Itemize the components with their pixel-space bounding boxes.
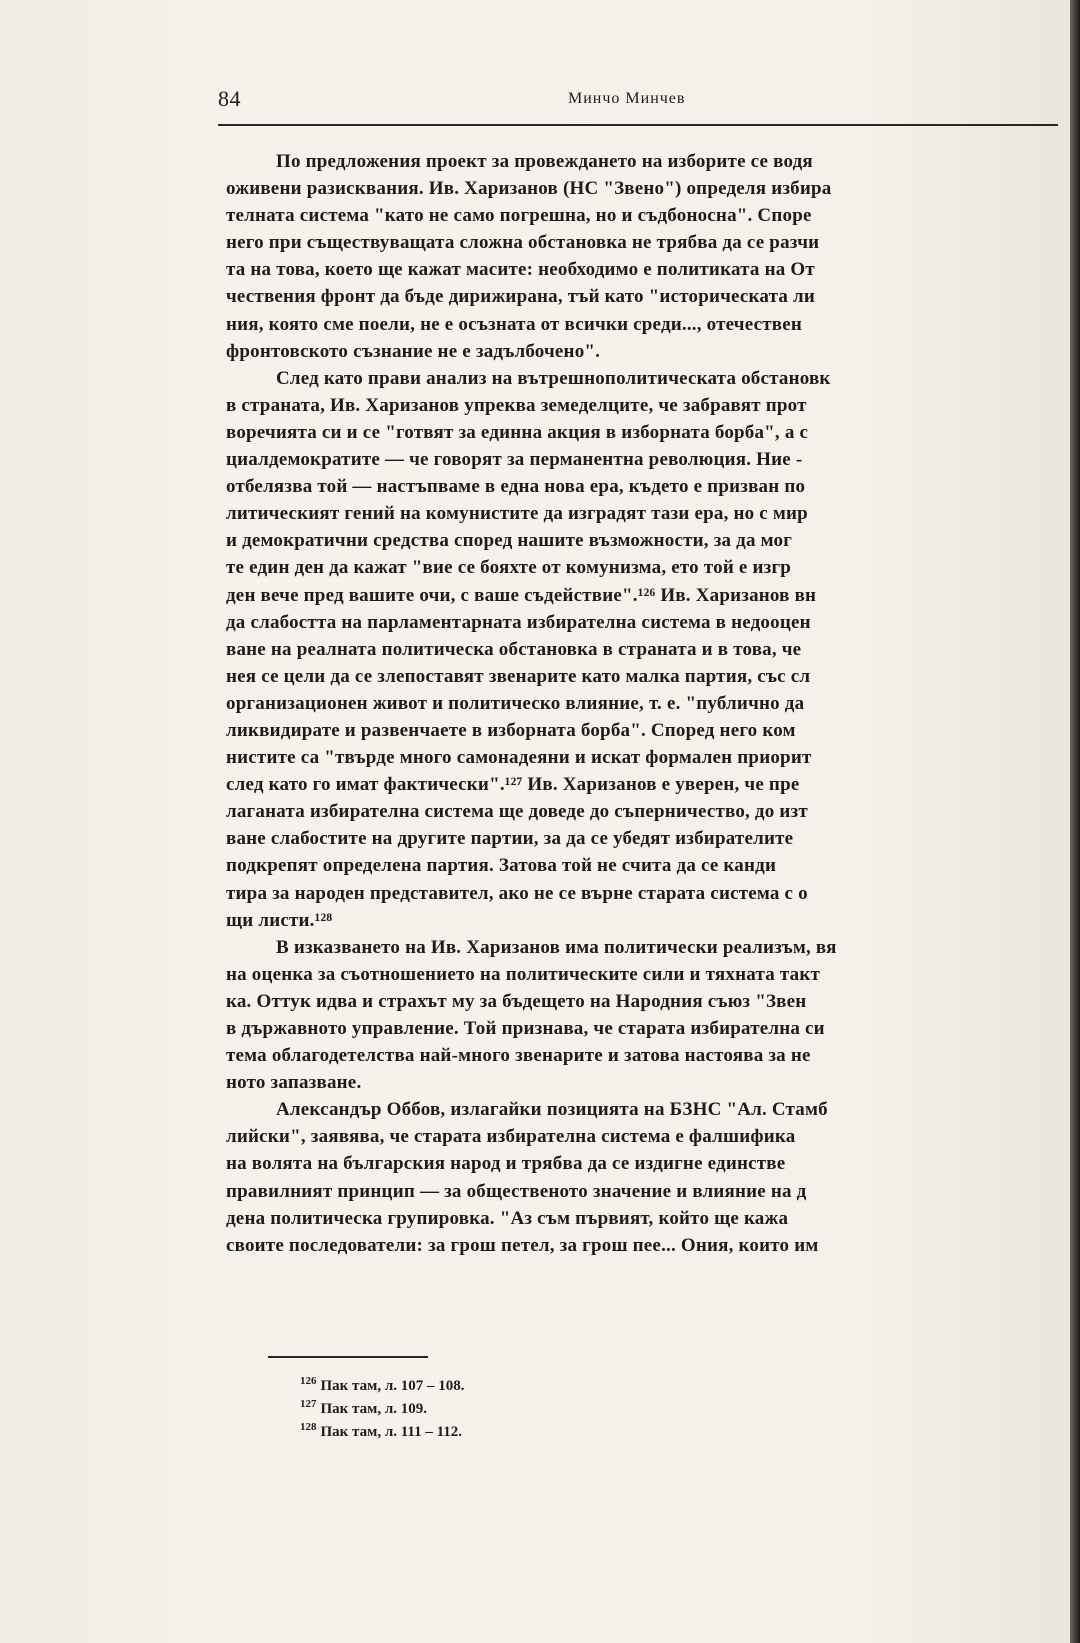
text-line: По предложения проект за провеждането на изборите се водя (276, 151, 813, 172)
text-line: правилният принцип — за общественото значение и влияние на д (226, 1180, 807, 1202)
text-line: щи листи.¹²⁸ (226, 909, 333, 931)
text-line: те един ден да кажат "вие се бояхте от комунизма, ето той е изгр (226, 557, 792, 579)
text-line: ното запазване. (226, 1072, 362, 1094)
footnote-text: Пак там, л. 107 – 108. (320, 1378, 465, 1394)
running-head: Минчо Минчев (568, 90, 686, 107)
text-line: след като го имат фактически".¹²⁷ Ив. Харизанов е уверен, че пре (226, 774, 800, 796)
text-line: дена политическа групировка. "Аз съм първият, който ще кажа (226, 1207, 789, 1229)
text-line: ния, която сме поели, не е осъзната от всички среди..., отечествен (226, 313, 802, 335)
text-line: на оценка за съотношението на политическите сили и тяхната такт (226, 963, 821, 985)
text-line: отбелязва той — настъпваме в една нова ера, където е призван по (226, 476, 806, 498)
text-line: ден вече пред вашите очи, с ваше съдействие".¹²⁶ Ив. Харизанов вн (226, 584, 817, 606)
page-header (218, 82, 1058, 122)
text-line: тема облагодетелства най-много звенарите и затова настоява за не (226, 1045, 811, 1067)
text-line: литическият гений на комунистите да изградят тази ера, но с мир (226, 503, 808, 525)
text-line: та на това, което ще кажат масите: необходимо е политиката на От (226, 259, 815, 281)
text-line: него при съществуващата сложна обстановка не трябва да се разчи (226, 232, 820, 254)
text-line: фронтовското съзнание не е задълбочено". (226, 340, 601, 362)
text-line: да слабостта на парламентарната избирателна система в недооцен (226, 611, 811, 633)
text-line: подкрепят определена партия. Затова той не счита да се канди (226, 855, 777, 877)
body-text (226, 148, 1060, 1259)
text-line: организационен живот и политическо влияние, т. е. "публично да (226, 692, 805, 714)
text-line: и демократични средства според нашите възможности, за да мог (226, 530, 793, 552)
text-line: нея се цели да се злепоставят звенарите като малка партия, със сл (226, 665, 811, 687)
book-spine-shadow (1070, 0, 1080, 1643)
text-line: чествения фронт да бъде дирижирана, тъй като "историческата ли (226, 286, 816, 308)
text-line: в държавното управление. Той признава, че старата избирателна си (226, 1018, 825, 1039)
text-line: нистите са "твърде много самонадеяни и искат формален приорит (226, 747, 812, 769)
footnote-rule (268, 1356, 428, 1358)
footnote (300, 1370, 465, 1393)
footnote-text: Пак там, л. 109. (320, 1401, 427, 1417)
text-line: лаганата избирателна система ще доведе до съперничество, до изт (226, 801, 808, 823)
text-line: в страната, Ив. Харизанов упреква земеделците, че забравят прот (226, 394, 807, 416)
text-line: циалдемократите — че говорят за перманентна революция. Ние - (226, 449, 803, 471)
text-line: оживени разисквания. Ив. Харизанов (НС "Звено") определя избира (226, 178, 832, 200)
text-line: своите последователи: за грош петел, за грош пее... Ония, които им (226, 1234, 819, 1256)
footnote-number: 127 (300, 1398, 317, 1410)
text-line: В изказването на Ив. Харизанов има политически реализъм, вя (276, 936, 837, 958)
page-number: 84 (218, 86, 241, 111)
header-rule (218, 124, 1058, 126)
text-line: ване слабостите на другите партии, за да се убедят избирателите (226, 828, 794, 850)
text-line: След като прави анализ на вътрешнополитическата обстановк (276, 367, 831, 389)
text-line: ване на реалната политическа обстановка в страната и в това, че (226, 638, 802, 660)
text-line: лийски", заявява, че старата избирателна система е фалшифика (226, 1126, 796, 1148)
text-line: ка. Оттук идва и страхът му за бъдещето на Народния съюз "Звен (226, 990, 807, 1012)
footnote-text: Пак там, л. 111 – 112. (320, 1424, 463, 1440)
footnote (300, 1393, 465, 1416)
text-line: тира за народен представител, ако не се върне старата система с о (226, 882, 808, 904)
text-line: Александър Оббов, излагайки позицията на БЗНС "Ал. Стамб (276, 1099, 828, 1121)
footnote-number: 128 (300, 1421, 317, 1433)
footnote (300, 1416, 465, 1439)
footnote-number: 126 (300, 1375, 317, 1387)
text-line: телната система "като не само погрешна, но и съдбоносна". Споре (226, 205, 812, 227)
text-line: воречията си и се "готвят за единна акция в изборната борба", а с (226, 421, 809, 443)
footnotes (300, 1370, 465, 1439)
text-line: ликвидирате и развенчаете в изборната борба". Според него ком (226, 719, 796, 741)
text-line: на волята на българския народ и трябва да се издигне единстве (226, 1153, 786, 1175)
